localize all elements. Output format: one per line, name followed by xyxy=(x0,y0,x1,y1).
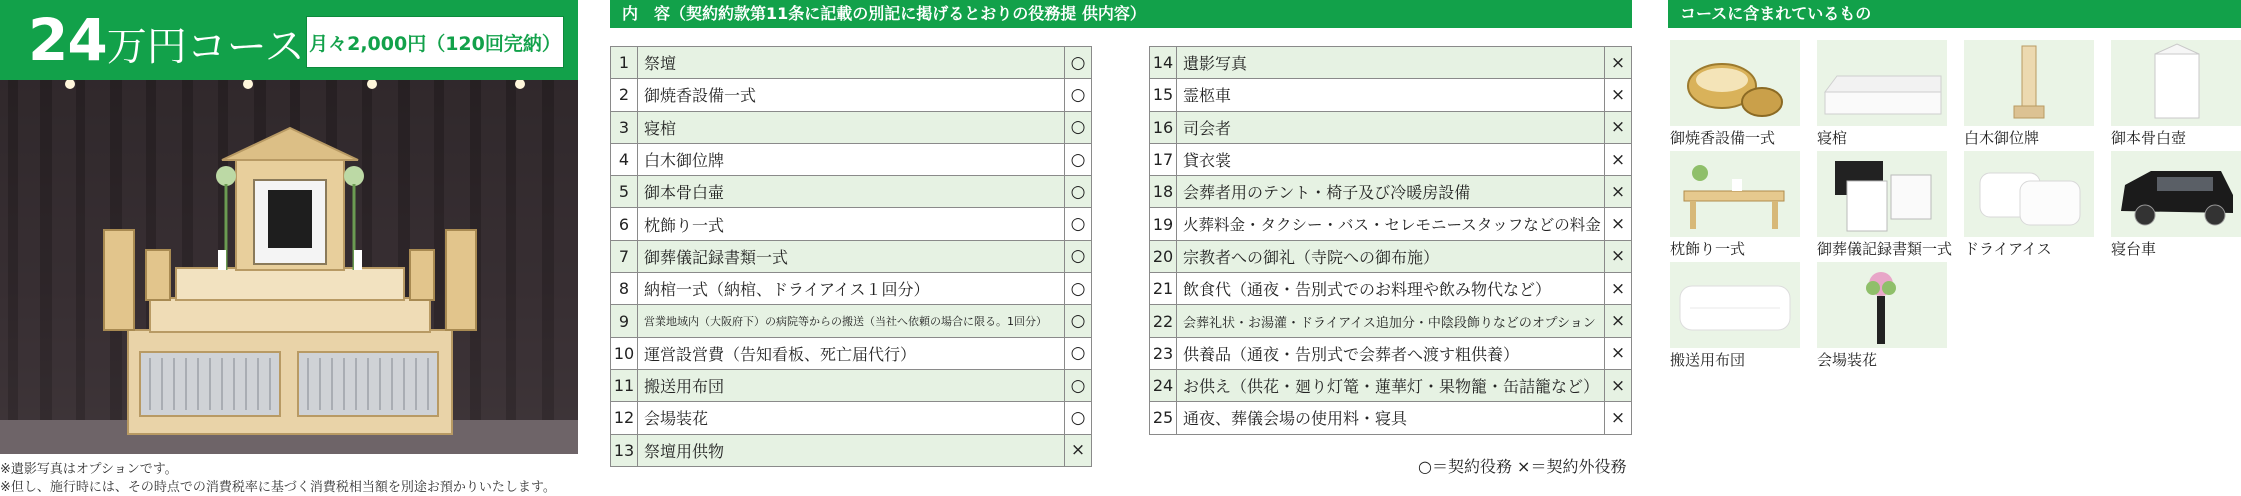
included-header: コースに含まれているもの xyxy=(1668,0,2241,28)
row-mark: ○ xyxy=(1065,176,1092,208)
row-service-name: 営業地域内（大阪府下）の病院等からの搬送（当社へ依頼の場合に限る。1回分） xyxy=(638,305,1065,337)
row-mark: × xyxy=(1605,402,1632,434)
row-mark: × xyxy=(1605,369,1632,401)
table-row xyxy=(1150,176,1632,208)
table-row xyxy=(611,305,1092,337)
included-item-label: 搬送用布団 xyxy=(1670,351,1746,369)
footnote-tax: ※但し、施行時には、その時点での消費税率に基づく消費税相当額を別途お預かりいたします。 xyxy=(0,480,556,495)
row-number: 14 xyxy=(1150,47,1177,79)
row-mark: × xyxy=(1065,434,1092,466)
included-item-urn-box xyxy=(2111,40,2241,148)
included-item-label: 御焼香設備一式 xyxy=(1670,129,1776,147)
row-number: 5 xyxy=(611,176,638,208)
row-mark: ○ xyxy=(1065,273,1092,305)
included-item-label: 寝台車 xyxy=(2111,240,2157,258)
table-row xyxy=(1150,240,1632,272)
row-number: 18 xyxy=(1150,176,1177,208)
row-mark: ○ xyxy=(1065,79,1092,111)
row-service-name: 枕飾り一式 xyxy=(638,208,1065,240)
pillow-altar-icon xyxy=(1670,151,1800,237)
table-row xyxy=(611,240,1092,272)
row-mark: ○ xyxy=(1065,337,1092,369)
row-service-name: 司会者 xyxy=(1177,111,1605,143)
included-item-dry-ice xyxy=(1964,151,2094,259)
row-number: 23 xyxy=(1150,337,1177,369)
row-number: 21 xyxy=(1150,273,1177,305)
footnote-photo-option: ※遺影写真はオプションです。 xyxy=(0,462,178,477)
row-mark: × xyxy=(1605,143,1632,175)
row-service-name: 運営設営費（告知看板、死亡届代行） xyxy=(638,337,1065,369)
futon-icon xyxy=(1670,262,1800,348)
mark-legend: ○＝契約役務 ×＝契約外役務 xyxy=(1418,457,1627,476)
row-number: 22 xyxy=(1150,305,1177,337)
row-service-name: 祭壇用供物 xyxy=(638,434,1065,466)
row-number: 3 xyxy=(611,111,638,143)
included-item-label: 寝棺 xyxy=(1817,129,1848,147)
row-mark: × xyxy=(1605,176,1632,208)
monthly-price-box: 月々2,000円（120回完納） xyxy=(306,16,564,68)
row-mark: ○ xyxy=(1065,240,1092,272)
row-service-name: お供え（供花・廻り灯篭・蓮華灯・果物籠・缶詰籠など） xyxy=(1177,369,1605,401)
row-mark: ○ xyxy=(1065,143,1092,175)
row-service-name: 霊柩車 xyxy=(1177,79,1605,111)
row-number: 9 xyxy=(611,305,638,337)
course-title-suffix: 万円コース xyxy=(106,24,305,70)
row-service-name: 白木御位牌 xyxy=(638,143,1065,175)
hearse-van-icon xyxy=(2111,151,2241,237)
table-row xyxy=(1150,337,1632,369)
row-number: 16 xyxy=(1150,111,1177,143)
row-service-name: 会場装花 xyxy=(638,402,1065,434)
row-number: 8 xyxy=(611,273,638,305)
flower-stand-icon xyxy=(1817,262,1947,348)
included-item-record-documents xyxy=(1817,151,1953,259)
coffin-icon xyxy=(1817,40,1947,126)
row-number: 12 xyxy=(611,402,638,434)
included-item-hearse-van xyxy=(2111,151,2241,259)
row-mark: ○ xyxy=(1065,369,1092,401)
table-row xyxy=(611,143,1092,175)
row-service-name: 祭壇 xyxy=(638,47,1065,79)
included-item-pillow-altar xyxy=(1670,151,1800,259)
row-service-name: 御焼香設備一式 xyxy=(638,79,1065,111)
urn-box-icon xyxy=(2111,40,2241,126)
table-row xyxy=(611,47,1092,79)
included-item-flower-stand xyxy=(1817,262,1947,370)
row-number: 20 xyxy=(1150,240,1177,272)
incense-set-icon xyxy=(1670,40,1800,126)
row-number: 24 xyxy=(1150,369,1177,401)
table-row xyxy=(1150,305,1632,337)
table-row xyxy=(611,434,1092,466)
row-mark: × xyxy=(1605,208,1632,240)
table-row xyxy=(1150,369,1632,401)
memorial-tablet-icon xyxy=(1964,40,2094,126)
table-row xyxy=(611,273,1092,305)
row-service-name: 会葬礼状・お湯灌・ドライアイス追加分・中陰段飾りなどのオプション xyxy=(1177,305,1605,337)
table-row xyxy=(611,208,1092,240)
table-row xyxy=(611,337,1092,369)
row-service-name: 御本骨白壷 xyxy=(638,176,1065,208)
row-service-name: 貸衣裳 xyxy=(1177,143,1605,175)
included-item-label: 枕飾り一式 xyxy=(1670,240,1746,258)
row-service-name: 通夜、葬儀会場の使用料・寝具 xyxy=(1177,402,1605,434)
contents-header: 内 容（契約約款第11条に記載の別記に掲げるとおりの役務提 供内容） xyxy=(610,0,1632,28)
row-service-name: 納棺一式（納棺、ドライアイス１回分） xyxy=(638,273,1065,305)
row-service-name: 供養品（通夜・告別式で会葬者へ渡す粗供養） xyxy=(1177,337,1605,369)
record-documents-icon xyxy=(1817,151,1947,237)
included-item-label: ドライアイス xyxy=(1964,240,2052,258)
row-mark: ○ xyxy=(1065,402,1092,434)
table-row xyxy=(1150,79,1632,111)
row-number: 15 xyxy=(1150,79,1177,111)
row-number: 4 xyxy=(611,143,638,175)
row-number: 1 xyxy=(611,47,638,79)
row-number: 6 xyxy=(611,208,638,240)
row-mark: × xyxy=(1605,47,1632,79)
table-row xyxy=(611,369,1092,401)
included-item-label: 御葬儀記録書類一式 xyxy=(1817,240,1953,258)
altar-photo xyxy=(0,80,578,454)
row-number: 13 xyxy=(611,434,638,466)
row-service-name: 御葬儀記録書類一式 xyxy=(638,240,1065,272)
row-mark: × xyxy=(1605,240,1632,272)
row-mark: × xyxy=(1605,273,1632,305)
dry-ice-icon xyxy=(1964,151,2094,237)
row-number: 11 xyxy=(611,369,638,401)
row-service-name: 火葬料金・タクシー・バス・セレモニースタッフなどの料金 xyxy=(1177,208,1605,240)
included-item-coffin xyxy=(1817,40,1947,148)
row-mark: × xyxy=(1605,337,1632,369)
table-row xyxy=(611,176,1092,208)
course-amount: 24 xyxy=(28,6,107,74)
row-service-name: 搬送用布団 xyxy=(638,369,1065,401)
service-table-left xyxy=(610,46,1092,467)
row-service-name: 宗教者への御礼（寺院への御布施） xyxy=(1177,240,1605,272)
table-row xyxy=(611,79,1092,111)
included-item-incense-set xyxy=(1670,40,1800,148)
included-item-label: 白木御位牌 xyxy=(1964,129,2040,147)
table-row xyxy=(1150,208,1632,240)
row-service-name: 遺影写真 xyxy=(1177,47,1605,79)
row-mark: × xyxy=(1605,79,1632,111)
table-row xyxy=(1150,273,1632,305)
row-service-name: 飲食代（通夜・告別式でのお料理や飲み物代など） xyxy=(1177,273,1605,305)
row-mark: ○ xyxy=(1065,208,1092,240)
row-mark: ○ xyxy=(1065,47,1092,79)
included-item-memorial-tablet xyxy=(1964,40,2094,148)
course-title xyxy=(28,8,305,87)
row-number: 2 xyxy=(611,79,638,111)
row-number: 7 xyxy=(611,240,638,272)
included-item-label: 御本骨白壺 xyxy=(2111,129,2187,147)
service-table-right xyxy=(1149,46,1632,435)
table-row xyxy=(611,111,1092,143)
row-number: 19 xyxy=(1150,208,1177,240)
row-number: 17 xyxy=(1150,143,1177,175)
table-row xyxy=(1150,143,1632,175)
row-mark: ○ xyxy=(1065,111,1092,143)
table-row xyxy=(1150,402,1632,434)
row-mark: ○ xyxy=(1065,305,1092,337)
altar-illustration xyxy=(0,80,578,454)
row-number: 25 xyxy=(1150,402,1177,434)
row-mark: × xyxy=(1605,305,1632,337)
row-service-name: 会葬者用のテント・椅子及び冷暖房設備 xyxy=(1177,176,1605,208)
table-row xyxy=(1150,47,1632,79)
included-item-futon xyxy=(1670,262,1800,370)
table-row xyxy=(1150,111,1632,143)
row-mark: × xyxy=(1605,111,1632,143)
row-number: 10 xyxy=(611,337,638,369)
table-row xyxy=(611,402,1092,434)
row-service-name: 寝棺 xyxy=(638,111,1065,143)
included-item-label: 会場装花 xyxy=(1817,351,1878,369)
